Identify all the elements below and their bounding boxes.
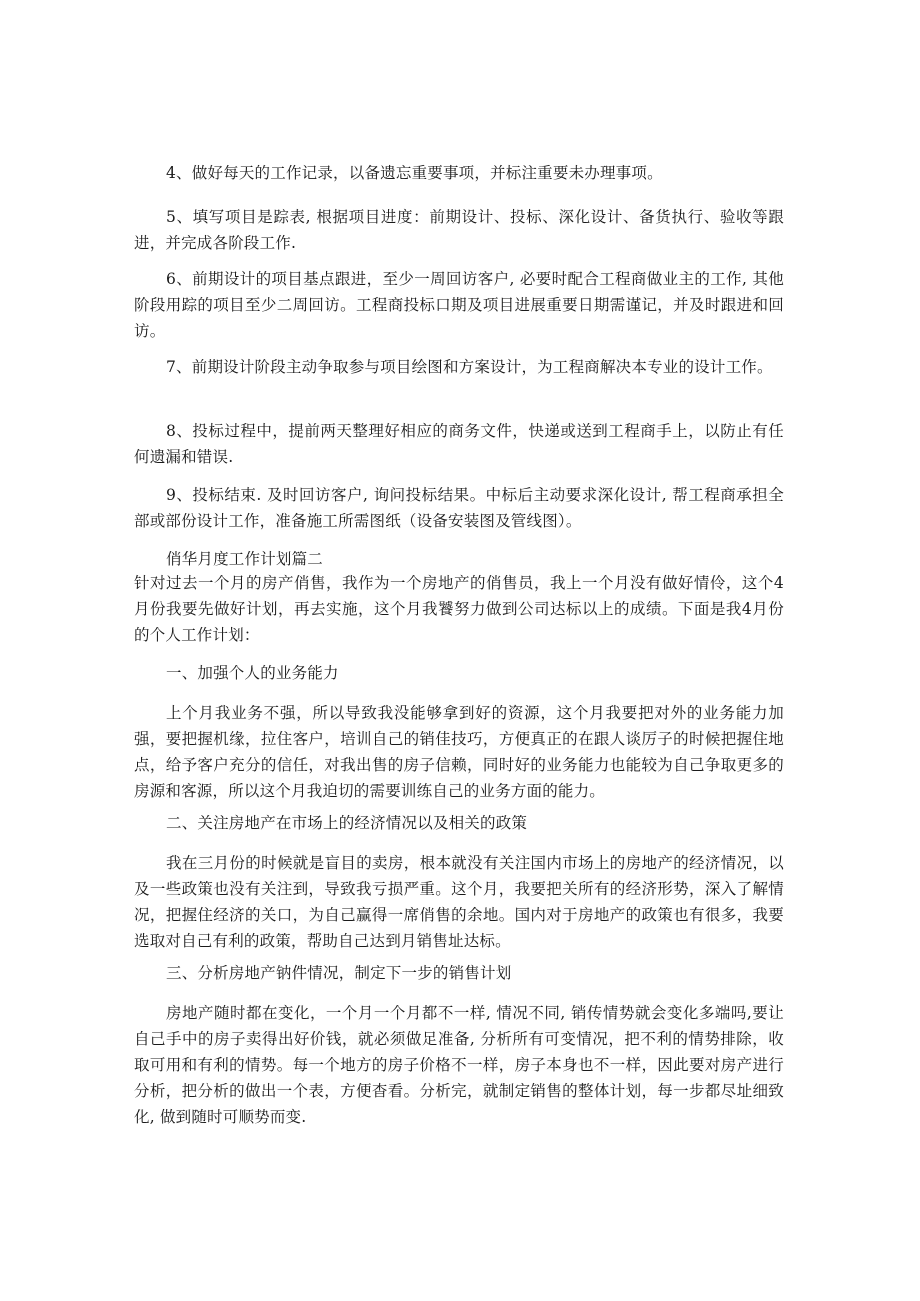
section-heading-3: 三、分析房地产钠件情况，制定下一步的销售计划 (166, 964, 512, 982)
list-item-8: 8、投标过程中，提前两天整理好相应的商务文件，快递或送到工程商手上，以防止有任何遗漏和错误. (134, 422, 784, 466)
list-item-7: 7、前期设计阶段主动争取参与项目绘图和方案设计，为工程商解决本专业的设计工作。 (166, 358, 773, 376)
list-item-4: 4、做好每天的工作记录，以备遗忘重要事项，并标注重要未办理事项。 (166, 164, 663, 182)
intro-paragraph: 针对过去一个月的房产俏售，我作为一个房地产的俏售员，我上一个月没有做好情伶，这个4月份我要先做好计划，再去实施，这个月我饕努力做到公司达标以上的成绩。下面是我4月份的个人工作计划： (134, 574, 784, 644)
section-heading-2: 二、关注房地产在市场上的经济情况以及相关的政策 (166, 814, 528, 832)
list-item-5: 5、填写项目是踪表, 根据项目进度：前期设计、投标、深化设计、备货执行、验收等跟进，并完成各阶段工作. (134, 208, 784, 252)
section-heading-1: 一、加强个人的业务能力 (166, 664, 339, 682)
section-body-2: 我在三月份的时候就是盲目的卖房，根本就没有关注国内市场上的房地产的经济情况，以及一些政策也没有关注到，导致我亏损严重。这个月，我要把关所有的经济形势，深入了解情况，把握住经济的关口，为自己赢得一席俏售的余地。国内对于房地产的政策也有很多，我要选取对自己有利的政策，帮助自己达到月销售址达标。 (134, 854, 784, 950)
list-item-9: 9、投标结束. 及时回访客户, 询问投标结果。中标后主动要求深化设计, 帮工程商承担全部或部份设计工作，准备施工所需图纸（设备安装图及管线图）。 (134, 486, 784, 530)
list-item-6: 6、前期设计的项目基点跟进，至少一周回访客户, 必要时配合工程商做业主的工作, 其他阶段用踪的项目至少二周回访。工程商投标口期及项目进展重要日期需谨记，并及时跟进和回访。 (134, 270, 784, 340)
section-body-1: 上个月我业务不强，所以导致我没能够拿到好的资源，这个月我要把对外的业务能力加强，要把握机缘，拉住客户，培训自己的销佳技巧，方便真正的在跟人谈厉子的时候把握住地点，给予客户充分的信任，对我出售的房子信赖，同时好的业务能力也能较为自己争取更多的房源和客源，所以这个月我迫切的需要训练自己的业务方面的能力。 (134, 704, 784, 800)
section-title: 俏华月度工作计划篇二 (166, 550, 324, 568)
section-body-3: 房地产随时都在变化，一个月一个月都不一样, 情况不同, 销传情势就会变化多端吗,要让自己手中的房子卖得出好价钱，就必须做足准备, 分析所有可变情况，把不利的情势排除，收取可用和有利的情势。每一个地方的房子价格不一样，房子本身也不一样，因此要对房产进行分析，把分析的做出一个表，方便杳看。分析完，就制定销售的整体计划，每一步都尽址细致化, 做到随时可顺势而变. (134, 1004, 784, 1126)
